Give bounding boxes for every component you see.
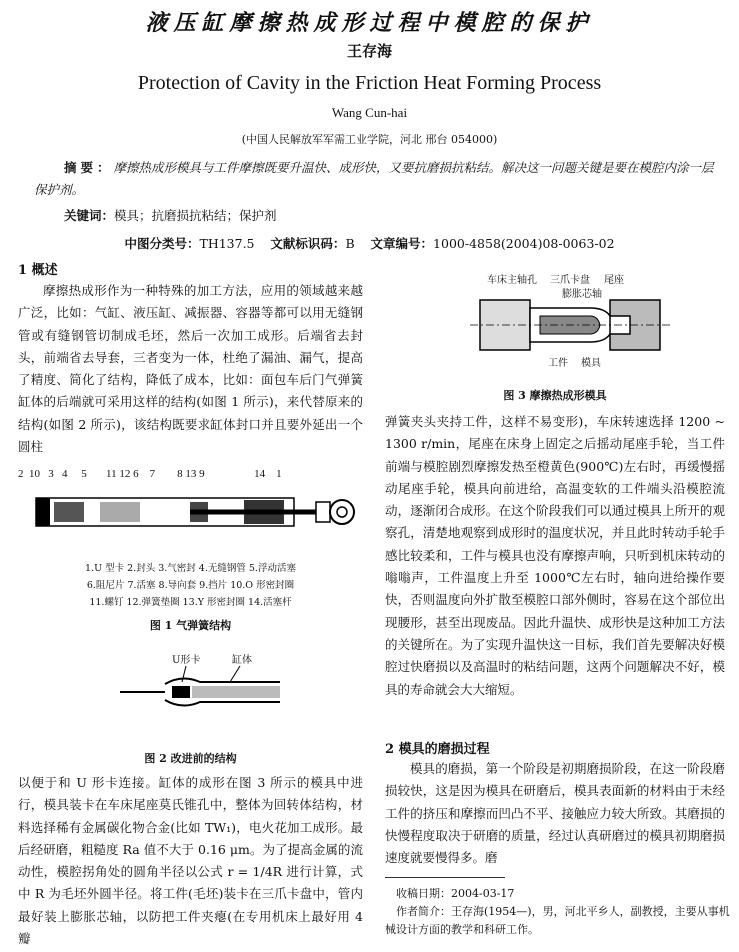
footnote — [385, 885, 730, 939]
fig3-label-tailstock: 尾座 — [604, 275, 624, 286]
fig3-label-workpiece: 工件 — [548, 358, 568, 369]
article-no-value: 1000-4858(2004)08-0063-02 — [433, 236, 615, 251]
clc-label: 中图分类号： — [124, 236, 200, 251]
fig1-part-numbers: 2 10 3 4 5 11 12 6 7 8 13 9 14 1 — [18, 468, 282, 480]
keywords-label: 关键词： — [64, 208, 115, 223]
fig3-label-chuck: 三爪卡盘 — [550, 275, 590, 286]
author-name-en: Wang Cun-hai — [331, 105, 408, 120]
abstract-text: 摩擦热成形模具与工件摩擦既要升温快、成形快，又要抗磨损抗粘结。解决这一问题关键是要在模腔内涂一层保护剂。 — [34, 160, 714, 197]
article-no-label: 文章编号： — [370, 236, 434, 251]
doc-code-value: B — [345, 236, 355, 251]
fig1-gas-spring-drawing — [30, 484, 360, 540]
author-name-cn: 王存海 — [346, 42, 392, 60]
section-1-para-1: 摩擦热成形作为一种特殊的加工方法，应用的领域越来越广泛，比如：气缸、液压缸、减振器、容器等都可以用无缝钢管或有缝钢管切制成毛坯，然后一次加工成形。后端省去封头，前端省去导套，三者变为一体，杜绝了漏油、漏气，提高了精度、简化了结构，降低了成本，比如：面包车后门气弹簧缸体的后端就可采用这样的结构(如图 1 所示)，来代替原来的结构(如图 2 所示)，该结构既要求缸体封口并且要外延出一个圆柱 — [18, 283, 363, 455]
paper-title-cn: 液压缸摩擦热成形过程中模腔的保护 — [145, 10, 594, 36]
right-column-para-1: 弹簧夹头夹持工件，这样不易变形)，车床转速选择 1200 ~ 1300 r/min，尾座在床身上固定之后摇动尾座手轮，当工件前端与模腔剧烈摩擦发热至橙黄色(900℃)左右时，再缓慢摇动尾座手轮，模具向前进给，高温变软的工件端头沿模腔流动，逐渐闭合成形。在这个阶段我们可以通过模具上所开的观察孔，清楚地观察到成形时的温度状况，并且此时转动手轮手感比较柔和，工件与模具也没有摩擦声响，只听到机床转动的嗡嗡声，工件温度上升至 1000℃左右时，轴向进给操作要快，否则温度向外扩散至模腔口部外侧时，容易在这个部位出现腰形，甚至出现废品。因此升温快、成形快是这种加工方法的关键所在。为了实现升温快这一目标，我们首先要解决好模腔过快磨损以及高温时的粘结问题，这两个问题解决不好，模具的寿命就会大大缩短。 — [385, 414, 725, 697]
fig2-old-structure-drawing — [110, 662, 290, 722]
footnote-rule — [385, 877, 505, 878]
section-2-para-1: 模具的磨损，第一个阶段是初期磨损阶段，在这一阶段磨损较快，这是因为模具在研磨后，模具表面新的材料由于未经工件的挤压和摩擦而凹凸不平、接触应力较大所致。其磨损的快慢程度取决于研磨的质量，经过认真研磨过的模具初期磨损速度就要慢得多。磨 — [385, 761, 725, 866]
author-info: 作者简介：王存海(1954—)，男，河北平乡人，副教授，主要从事机械设计方面的教学和科研工作。 — [385, 905, 730, 936]
fig3-label-mandrel: 膨胀芯轴 — [562, 289, 602, 300]
fig3-label-die: 模具 — [581, 358, 601, 369]
keywords-text: 模具；抗磨损抗粘结；保护剂 — [114, 208, 277, 223]
affiliation: (中国人民解放军军需工业学院，河北 邢台 054000) — [241, 133, 498, 146]
section-1-heading: 1 概述 — [18, 263, 58, 278]
clc-value: TH137.5 — [199, 236, 255, 251]
keywords — [64, 206, 277, 224]
fig2-label-cylinder: 缸体 — [232, 655, 252, 666]
fig1-legend: 1.U 型卡 2.封头 3.气密封 4.无缝钢管 5.浮动活塞 6.阻尼片 7.活塞 8.导向套 9.挡片 10.O 形密封圈 11.螺钉 12.弹簧垫圈 13.Y 形密封圈 14.活塞杆 — [85, 563, 296, 608]
received-date: 收稿日期：2004-03-17 — [396, 887, 515, 900]
fig2-caption: 图 2 改进前的结构 — [144, 752, 237, 765]
fig3-caption: 图 3 摩擦热成形模具 — [503, 389, 607, 402]
section-2-heading: 2 模具的磨损过程 — [385, 742, 490, 757]
classification-line — [0, 234, 739, 252]
fig1-caption: 图 1 气弹簧结构 — [149, 619, 232, 632]
fig3-die-drawing — [470, 296, 670, 354]
paper-title-en: Protection of Cavity in the Friction Heat Forming Process — [137, 72, 602, 94]
abstract-label: 摘要： — [64, 160, 114, 175]
abstract — [34, 157, 714, 201]
fig3-label-spindle: 车床主轴孔 — [487, 275, 537, 286]
fig2-label-u-clamp: U形卡 — [172, 655, 201, 666]
section-1-para-2: 以便于和 U 形卡连接。缸体的成形在图 3 所示的模具中进行，模具装卡在车床尾座莫氏锥孔中，整体为回转体结构，材料选择稀有金属碳化物合金(比如 TW₁)，电火花加工成形。最后经研磨，粗糙度 Ra 值不大于 0.16 μm。为了提高金属的流动性，模腔拐角处的圆角半径以公式 r = 1/4R 进行计算，式中 R 为毛坯外圆半径。将工件(毛坯)装卡在三爪卡盘中，管内最好装上膨胀芯轴，以防把工件夹瘪(在专用机床上最好用 4 瓣 — [18, 775, 363, 947]
doc-code-label: 文献标识码： — [270, 236, 346, 251]
